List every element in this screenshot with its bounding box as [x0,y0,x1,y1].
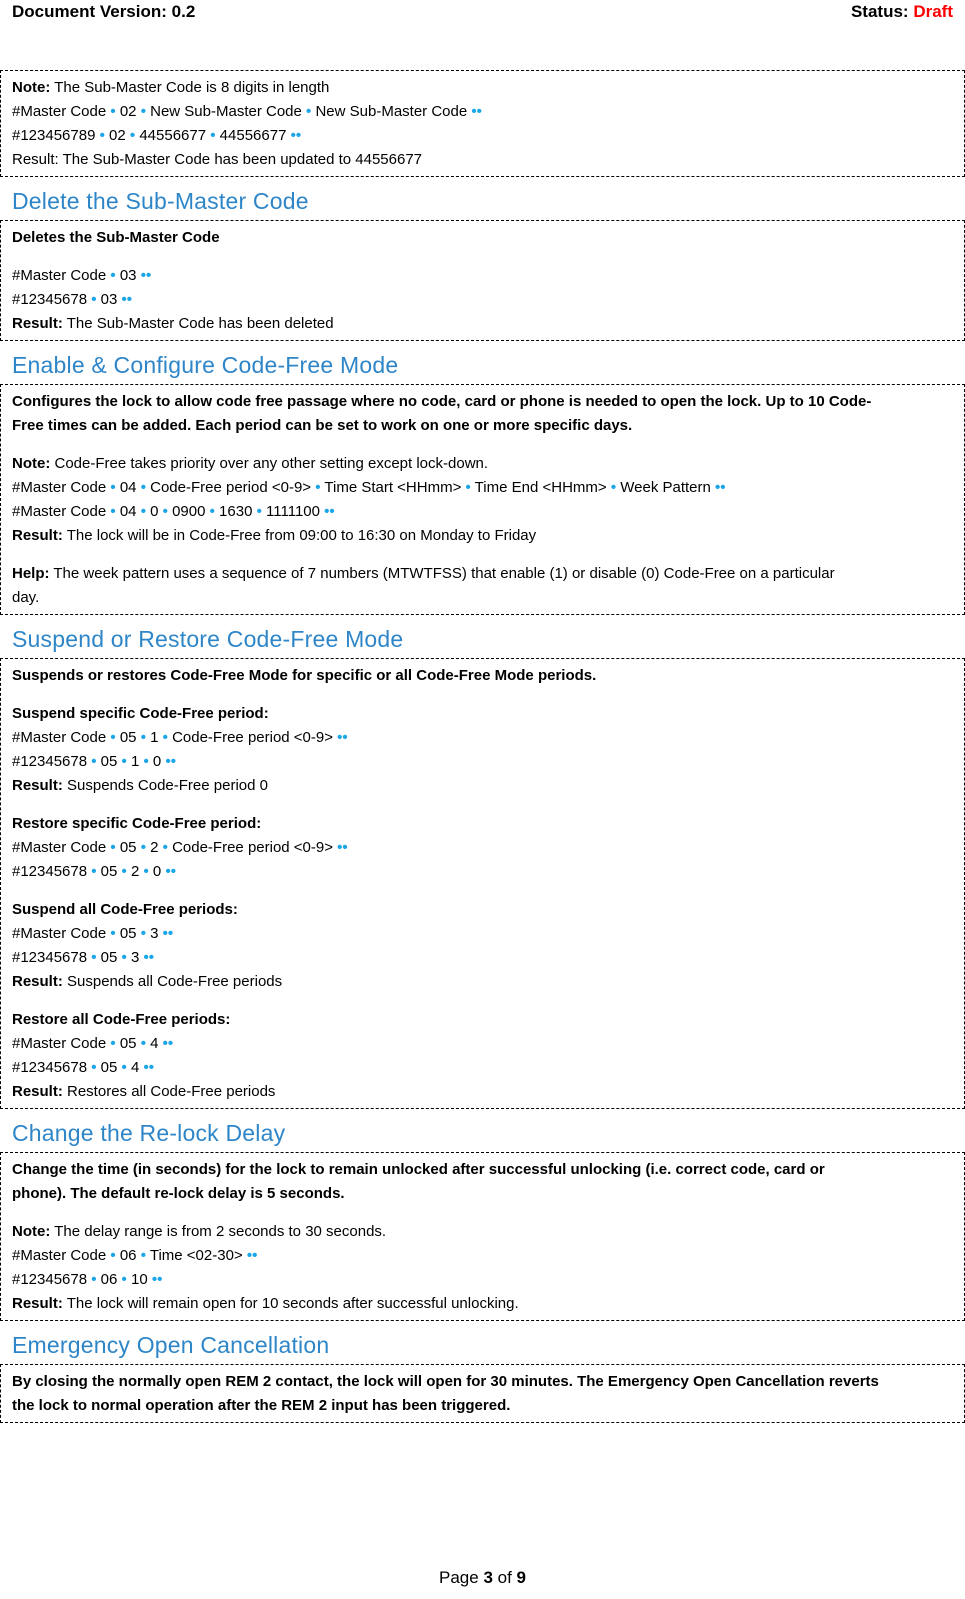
text-segment: 2 [126,863,144,880]
separator-dot: • [209,503,215,520]
sub-master-update-box [0,70,965,177]
paragraph [12,702,953,798]
separator-dot: •• [290,127,302,144]
text-segment: 0900 [167,503,210,520]
text-segment: #123456789 [12,127,100,144]
text-segment: Time <02-30> [145,1247,247,1264]
separator-dot: • [121,949,127,966]
document-status [851,2,953,22]
text-line [12,1032,953,1056]
paragraph [12,1008,953,1104]
separator-dot: • [140,839,146,856]
text-line [12,702,953,726]
separator-dot: • [140,1247,146,1264]
bold-text: Help: [12,565,50,582]
text-line [12,1370,953,1394]
page-prefix: Page [439,1568,484,1587]
separator-dot: • [162,729,168,746]
text-segment: 03 [115,267,141,284]
text-segment: day. [12,589,40,606]
separator-dot: • [129,127,136,144]
bold-text: Suspend specific Code-Free period: [12,705,269,722]
section-box [0,384,965,615]
separator-dot: • [256,503,262,520]
separator-dot: •• [337,729,348,746]
text-segment: 02 [115,103,141,120]
separator-dot: •• [143,949,155,966]
text-segment: New Sub-Master Code [311,103,472,120]
paragraph [12,1370,953,1418]
separator-dot: •• [121,291,133,308]
separator-dot: • [140,503,146,520]
bold-text: Deletes the Sub-Master Code [12,229,220,246]
separator-dot: •• [143,1059,155,1076]
bold-text: Note: [12,1223,51,1240]
text-line [12,774,953,798]
text-segment: #12345678 [12,291,92,308]
text-segment: 02 [104,127,130,144]
paragraph [12,562,953,610]
text-line [12,500,953,524]
bold-text: By closing the normally open REM 2 contact, the lock will open for 30 minutes. The Emergency Open Cancellation reverts [12,1373,879,1390]
text-line [12,970,953,994]
separator-dot: • [110,839,116,856]
separator-dot: • [110,1035,116,1052]
text-line [12,476,953,500]
separator-dot: •• [162,1035,174,1052]
text-line [12,664,953,688]
text-segment: 0 [148,753,166,770]
separator-dot: • [110,925,116,942]
text-segment: #Master Code [12,1247,111,1264]
text-line [12,226,953,250]
page-current: 3 [483,1568,493,1587]
separator-dot: •• [151,1271,163,1288]
text-segment: Restores all Code-Free periods [62,1083,276,1100]
paragraph [12,390,953,438]
document-body [0,70,965,1423]
separator-dot: •• [324,503,335,520]
text-line [12,562,953,586]
text-line [12,390,953,414]
text-segment: 4 [126,1059,144,1076]
example-line [12,124,953,148]
separator-dot: • [315,479,321,496]
text-line [12,1182,953,1206]
text-segment: 10 [126,1271,152,1288]
separator-dot: • [91,863,97,880]
text-segment: 2 [145,839,163,856]
separator-dot: • [121,753,127,770]
text-line [12,312,953,336]
text-line [12,1008,953,1032]
separator-dot: • [110,267,116,284]
status-value: Draft [913,2,953,21]
text-segment: #Master Code [12,839,111,856]
text-segment: 44556677 [215,127,291,144]
text-segment: 05 [115,839,141,856]
text-segment: The lock will be in Code-Free from 09:00 to 16:30 on Monday to Friday [62,527,537,544]
text-line [12,726,953,750]
section-box [0,1364,965,1423]
text-segment: The delay range is from 2 seconds to 30 seconds. [50,1223,387,1240]
text-segment: Code-Free period <0-9> [167,839,338,856]
text-segment: Suspends Code-Free period 0 [62,777,268,794]
page-total: 9 [516,1568,526,1587]
separator-dot: • [121,1059,127,1076]
separator-dot: • [162,503,168,520]
separator-dot: • [110,729,116,746]
text-line [12,750,953,774]
text-line [12,1220,953,1244]
section-heading: Change the Re-lock Delay [12,1120,286,1146]
separator-dot: • [110,1247,116,1264]
text-segment: 4 [145,1035,163,1052]
bold-text: Result: [12,973,63,990]
text-line [12,812,953,836]
text-segment: 03 [96,291,122,308]
bold-text: Suspends or restores Code-Free Mode for specific or all Code-Free Mode periods. [12,667,597,684]
text-segment: 04 [115,479,141,496]
text-segment: The lock will remain open for 10 seconds after successful unlocking. [62,1295,519,1312]
text-segment: #Master Code [12,925,111,942]
text-line [12,288,953,312]
separator-dot: •• [471,103,482,120]
text-segment: Time End <HHmm> [470,479,611,496]
text-segment: New Sub-Master Code [145,103,307,120]
separator-dot: • [465,479,471,496]
separator-dot: • [140,1035,146,1052]
text-segment: 05 [96,1059,122,1076]
bold-text: Result: [12,527,63,544]
page-header [12,0,953,24]
text-segment: #12345678 [12,1059,92,1076]
bold-text: Change the time (in seconds) for the lock to remain unlocked after successful unlocking (i.e. correct code, card or [12,1161,825,1178]
separator-dot: •• [140,267,152,284]
paragraph [12,226,953,250]
bold-text: Note: [12,455,51,472]
text-segment: Week Pattern [616,479,716,496]
section-box [0,220,965,341]
bold-text: the lock to normal operation after the REM 2 input has been triggered. [12,1397,511,1414]
text-segment: 05 [115,1035,141,1052]
syntax-line [12,100,953,124]
bold-text: Configures the lock to allow code free passage where no code, card or phone is needed to open the lock. Up to 10 Code- [12,393,872,410]
bold-text: Free times can be added. Each period can be set to work on one or more specific days. [12,417,633,434]
paragraph [12,898,953,994]
text-line [12,922,953,946]
bold-text: Restore all Code-Free periods: [12,1011,231,1028]
text-segment: #12345678 [12,1271,92,1288]
separator-dot: • [140,103,146,120]
text-line [12,1158,953,1182]
text-segment: #12345678 [12,949,92,966]
text-segment: 0 [145,503,163,520]
paragraph [12,1158,953,1206]
paragraph [12,264,953,336]
text-segment: #Master Code [12,479,111,496]
text-segment: 1 [145,729,163,746]
page-middle: of [492,1568,517,1587]
separator-dot: • [110,103,116,120]
text-segment: #12345678 [12,863,92,880]
bold-text: Result: [12,1295,63,1312]
text-line [12,1268,953,1292]
separator-dot: • [121,863,127,880]
bold-text: Result: [12,315,63,332]
note-text: The Sub-Master Code is 8 digits in length [50,79,330,96]
separator-dot: • [306,103,312,120]
separator-dot: •• [165,753,176,770]
separator-dot: • [91,949,97,966]
text-line [12,414,953,438]
text-segment: 1630 [214,503,257,520]
text-segment: Time Start <HHmm> [320,479,466,496]
separator-dot: • [143,753,149,770]
text-segment: 44556677 [135,127,211,144]
text-segment: 04 [115,503,141,520]
separator-dot: • [210,127,216,144]
text-segment: #Master Code [12,103,111,120]
text-line [12,452,953,476]
text-line [12,264,953,288]
note-label: Note: [12,79,51,96]
text-line [12,586,953,610]
separator-dot: • [140,729,146,746]
text-segment: Suspends all Code-Free periods [62,973,283,990]
status-label: Status: [850,2,909,21]
separator-dot: •• [337,839,348,856]
text-segment: Code-Free period <0-9> [167,729,338,746]
text-segment: 1111100 [261,503,325,520]
separator-dot: • [110,479,116,496]
section-heading: Suspend or Restore Code-Free Mode [12,626,404,652]
separator-dot: • [140,479,146,496]
separator-dot: •• [246,1247,258,1264]
text-segment: 06 [115,1247,141,1264]
text-segment: 05 [96,863,122,880]
text-line [12,1394,953,1418]
bold-text: Restore specific Code-Free period: [12,815,262,832]
text-line [12,1292,953,1316]
text-line [12,836,953,860]
text-segment: #Master Code [12,729,111,746]
text-segment: #Master Code [12,503,111,520]
section-heading: Delete the Sub-Master Code [12,188,309,214]
separator-dot: • [140,925,146,942]
section-heading: Emergency Open Cancellation [12,1332,330,1358]
text-segment: 05 [96,949,122,966]
text-line [12,946,953,970]
bold-text: Result: [12,1083,63,1100]
result-line: Result: The Sub-Master Code has been updated to 44556677 [12,151,423,168]
text-segment: The Sub-Master Code has been deleted [62,315,334,332]
note-line [12,76,953,100]
text-segment: #Master Code [12,1035,111,1052]
separator-dot: • [143,863,149,880]
section-heading: Enable & Configure Code-Free Mode [12,352,399,378]
text-segment: Code-Free period <0-9> [145,479,316,496]
paragraph [12,1220,953,1316]
separator-dot: • [91,1271,97,1288]
text-line [12,1056,953,1080]
separator-dot: • [162,839,168,856]
text-segment: #12345678 [12,753,92,770]
text-segment: The week pattern uses a sequence of 7 numbers (MTWTFSS) that enable (1) or disable (0) Code-Free on a particular [49,565,835,582]
separator-dot: •• [715,479,726,496]
separator-dot: •• [162,925,174,942]
text-segment: 3 [126,949,144,966]
text-line [12,860,953,884]
separator-dot: • [110,503,116,520]
text-segment: Code-Free takes priority over any other setting except lock-down. [50,455,489,472]
bold-text: Suspend all Code-Free periods: [12,901,238,918]
text-line [12,524,953,548]
separator-dot: • [91,291,97,308]
paragraph [12,664,953,688]
section-box [0,1152,965,1321]
page-footer [0,1568,965,1588]
text-segment: 3 [145,925,163,942]
text-segment: #Master Code [12,267,111,284]
bold-text: phone). The default re-lock delay is 5 seconds. [12,1185,345,1202]
text-segment: 05 [115,925,141,942]
separator-dot: •• [165,863,176,880]
separator-dot: • [121,1271,127,1288]
document-version: Document Version: 0.2 [12,2,196,21]
section-box [0,658,965,1109]
text-segment: 05 [96,753,122,770]
text-segment: 1 [126,753,144,770]
text-line [12,898,953,922]
text-segment: 06 [96,1271,122,1288]
separator-dot: • [91,1059,97,1076]
text-segment: 0 [148,863,166,880]
paragraph [12,452,953,548]
text-segment: 05 [115,729,141,746]
paragraph [12,812,953,884]
sections-container [0,186,965,1423]
text-line [12,1080,953,1104]
separator-dot: • [99,127,105,144]
bold-text: Result: [12,777,63,794]
separator-dot: • [610,479,617,496]
text-line [12,1244,953,1268]
separator-dot: • [91,753,97,770]
